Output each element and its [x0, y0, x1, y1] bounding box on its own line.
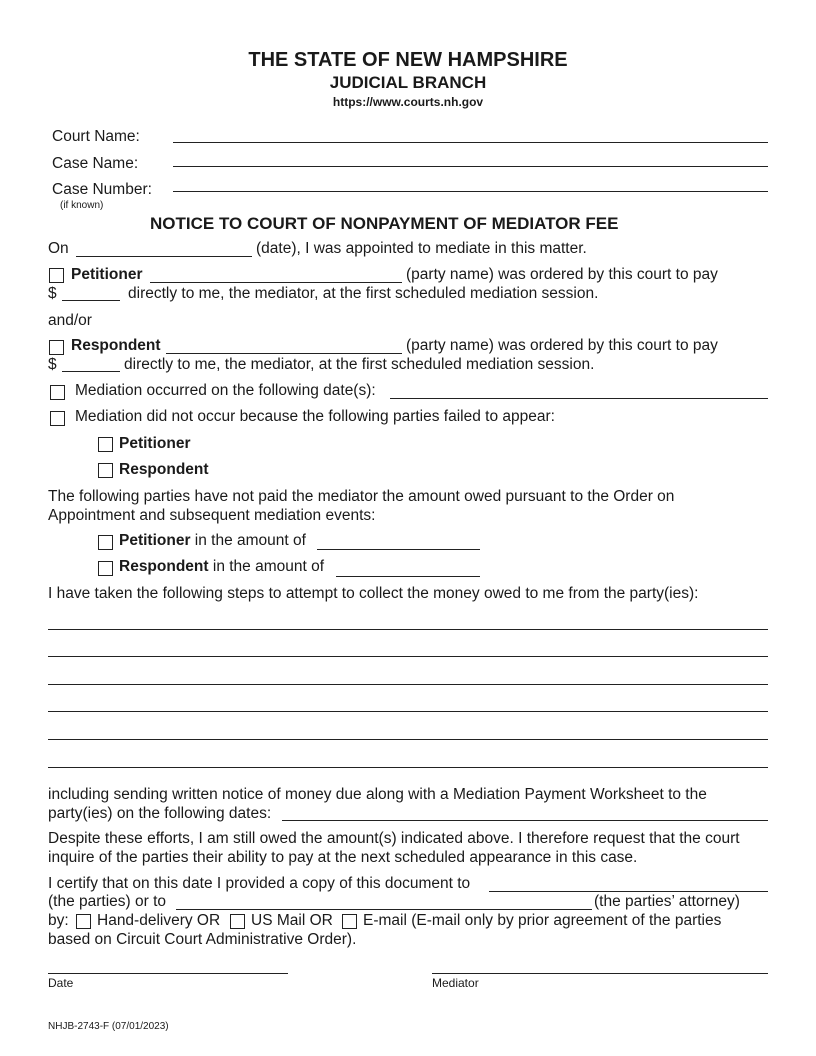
unpaid-respondent-amount-field[interactable]	[336, 576, 480, 577]
certify-line4: based on Circuit Court Administrative Order).	[48, 931, 357, 948]
unpaid-petitioner-row	[119, 532, 306, 550]
mediator-signature-field[interactable]	[432, 973, 768, 974]
steps-line-4[interactable]	[48, 711, 768, 712]
respondent-amount-field[interactable]	[62, 371, 120, 372]
failed-petitioner-label: Petitioner	[119, 435, 191, 452]
respondent-party-name-field[interactable]	[166, 353, 402, 354]
steps-text: I have taken the following steps to attempt to collect the money owed to me from the party(ies):	[48, 585, 699, 602]
form-number: NHJB-2743-F (07/01/2023)	[48, 1021, 169, 1032]
unpaid-petitioner-checkbox[interactable]	[98, 535, 113, 550]
unpaid-respondent-row	[119, 558, 324, 576]
branch-heading: JUDICIAL BRANCH	[329, 73, 487, 92]
certify-parties-or-to: (the parties) or to	[48, 893, 167, 910]
if-known-note: (if known)	[60, 200, 104, 211]
mediation-not-occur-text: Mediation did not occur because the following parties failed to appear:	[75, 408, 555, 425]
unpaid-respondent-amount-text: in the amount of	[212, 558, 325, 575]
case-number-field[interactable]	[173, 191, 768, 192]
court-url: https://www.courts.nh.gov	[332, 95, 484, 109]
steps-line-2[interactable]	[48, 656, 768, 657]
not-paid-line1: The following parties have not paid the mediator the amount owed pursuant to the Order on	[48, 488, 675, 505]
case-name-label: Case Name:	[52, 155, 139, 172]
email-label: E-mail (E-mail only by prior agreement of the parties	[363, 912, 722, 929]
and-or-text: and/or	[48, 312, 92, 329]
hand-delivery-label: Hand-delivery OR	[97, 912, 221, 929]
unpaid-respondent-label: Respondent	[119, 558, 209, 575]
date-label: Date	[48, 976, 74, 990]
case-name-field[interactable]	[173, 166, 768, 167]
certify-attorney-field[interactable]	[176, 909, 592, 910]
certify-parties-field[interactable]	[489, 891, 768, 892]
mediation-dates-field[interactable]	[390, 398, 768, 399]
hand-delivery-checkbox[interactable]	[76, 914, 91, 929]
respondent-order-label: Respondent	[71, 337, 161, 354]
mediation-occurred-checkbox[interactable]	[50, 385, 65, 400]
despite-line2: inquire of the parties their ability to pay at the next scheduled appearance in this case.	[48, 849, 638, 866]
certify-attorney-text: (the parties’ attorney)	[594, 893, 740, 910]
state-heading: THE STATE OF NEW HAMPSHIRE	[248, 49, 568, 71]
respondent-order-line2: directly to me, the mediator, at the first scheduled mediation session.	[124, 356, 595, 373]
failed-respondent-label: Respondent	[119, 461, 209, 478]
mediation-not-occur-checkbox[interactable]	[50, 411, 65, 426]
respondent-order-text: (party name) was ordered by this court to pay	[406, 337, 718, 354]
us-mail-checkbox[interactable]	[230, 914, 245, 929]
appointment-text: (date), I was appointed to mediate in this matter.	[256, 240, 587, 257]
written-notice-line1: including sending written notice of money due along with a Mediation Payment Worksheet to the	[48, 786, 707, 803]
unpaid-respondent-checkbox[interactable]	[98, 561, 113, 576]
steps-line-6[interactable]	[48, 767, 768, 768]
court-name-field[interactable]	[173, 142, 768, 143]
mediator-label: Mediator	[432, 976, 479, 990]
petitioner-order-checkbox[interactable]	[49, 268, 64, 283]
court-name-label: Court Name:	[52, 128, 140, 145]
steps-line-5[interactable]	[48, 739, 768, 740]
mediation-occurred-text: Mediation occurred on the following date(s):	[75, 382, 376, 399]
steps-line-1[interactable]	[48, 629, 768, 630]
form-title: NOTICE TO COURT OF NONPAYMENT OF MEDIATOR FEE	[150, 214, 619, 233]
certify-line1: I certify that on this date I provided a copy of this document to	[48, 875, 471, 892]
appointment-on: On	[48, 240, 69, 257]
petitioner-party-name-field[interactable]	[150, 282, 402, 283]
respondent-order-checkbox[interactable]	[49, 340, 64, 355]
petitioner-order-line2: directly to me, the mediator, at the first scheduled mediation session.	[128, 285, 599, 302]
petitioner-amount-field[interactable]	[62, 300, 120, 301]
failed-respondent-checkbox[interactable]	[98, 463, 113, 478]
us-mail-label: US Mail OR	[251, 912, 333, 929]
not-paid-line2: Appointment and subsequent mediation events:	[48, 507, 376, 524]
failed-petitioner-checkbox[interactable]	[98, 437, 113, 452]
case-number-label: Case Number:	[52, 181, 152, 198]
unpaid-petitioner-amount-field[interactable]	[317, 549, 480, 550]
petitioner-order-label: Petitioner	[71, 266, 143, 283]
respondent-dollar-sign: $	[48, 356, 57, 373]
petitioner-order-text: (party name) was ordered by this court to pay	[406, 266, 718, 283]
certify-by: by:	[48, 912, 69, 929]
date-signature-field[interactable]	[48, 973, 288, 974]
steps-line-3[interactable]	[48, 684, 768, 685]
written-notice-line2: party(ies) on the following dates:	[48, 805, 272, 822]
despite-line1: Despite these efforts, I am still owed the amount(s) indicated above. I therefore request that the court	[48, 830, 740, 847]
appointment-date-field[interactable]	[76, 256, 252, 257]
email-checkbox[interactable]	[342, 914, 357, 929]
notice-dates-field[interactable]	[282, 820, 768, 821]
petitioner-dollar-sign: $	[48, 285, 57, 302]
unpaid-petitioner-label: Petitioner	[119, 532, 191, 549]
unpaid-petitioner-amount-text: in the amount of	[194, 532, 306, 549]
